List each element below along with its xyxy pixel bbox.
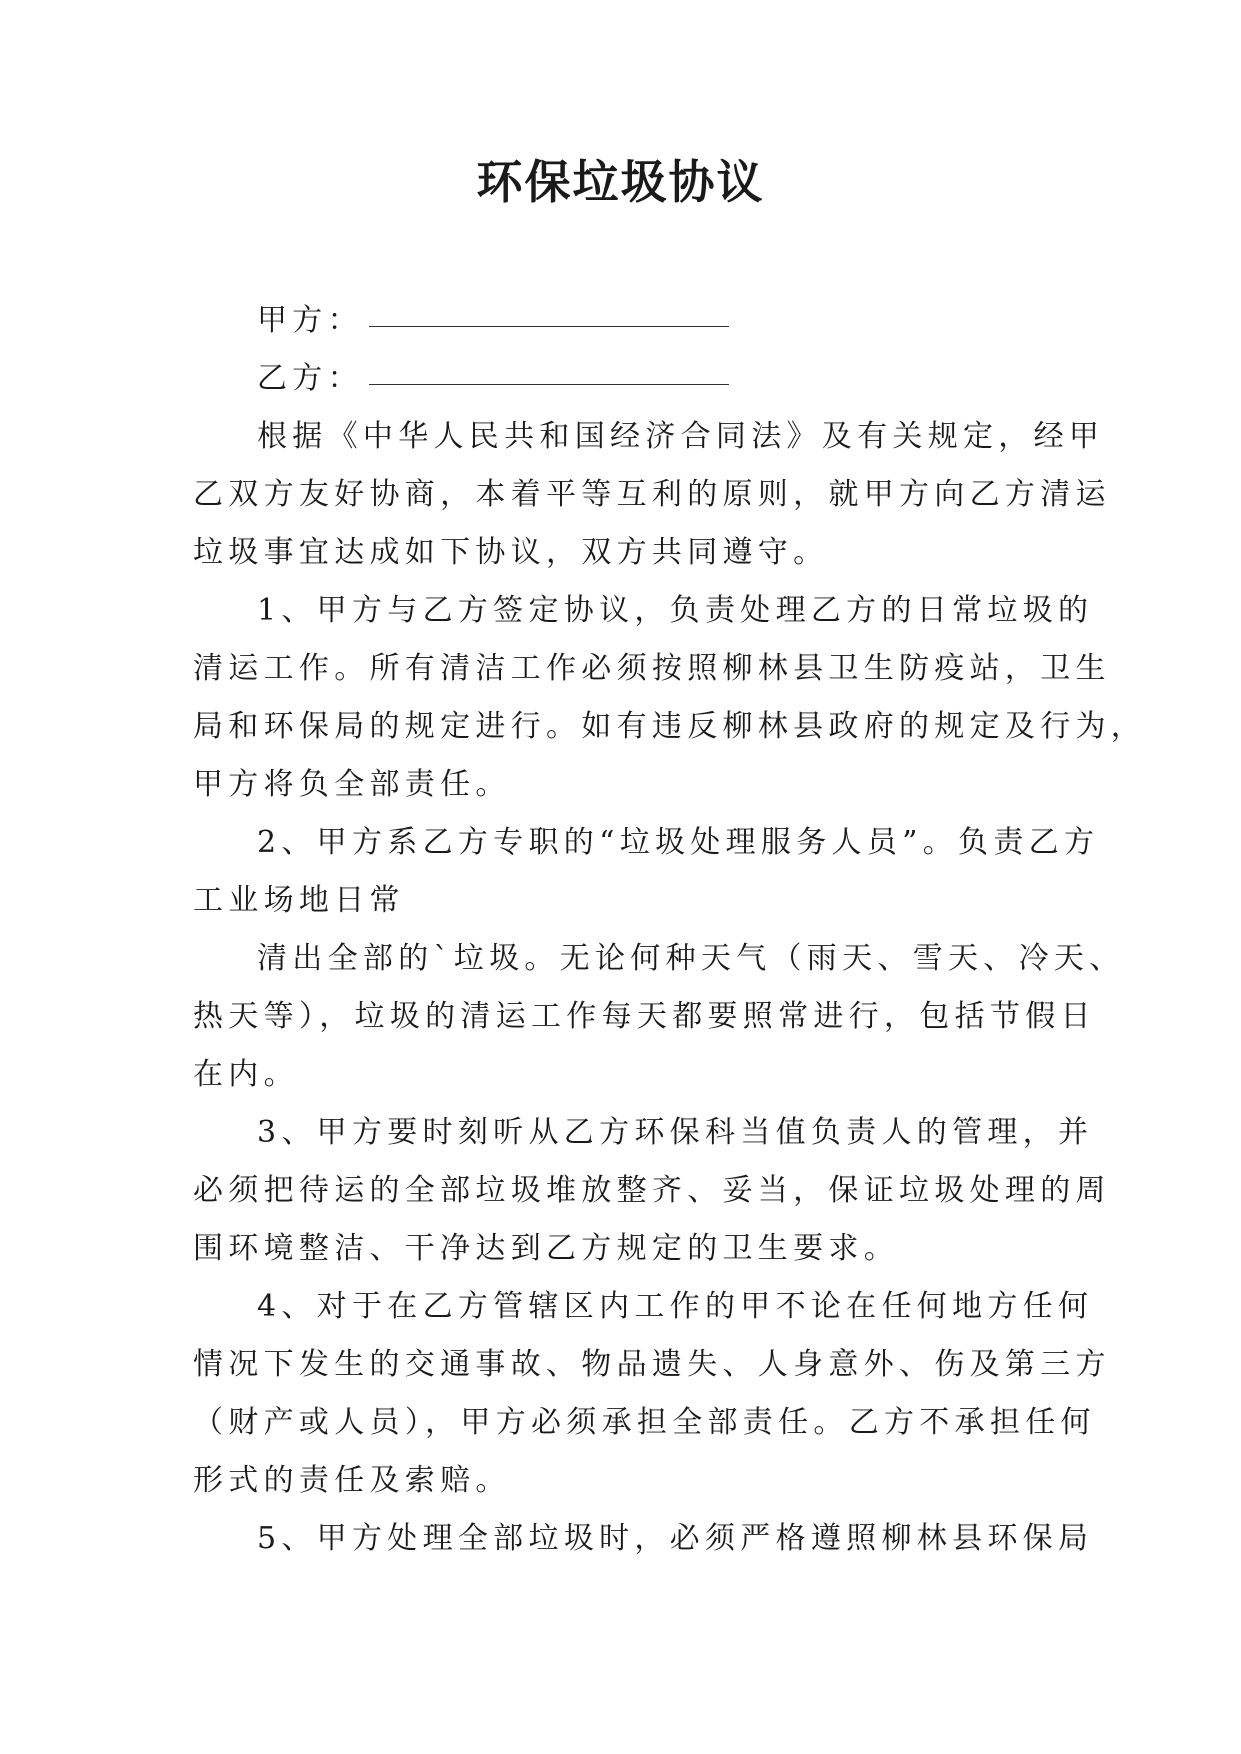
text-line: 3、甲方要时刻听从乙方环保科当值负责人的管理，并 (257, 1115, 1094, 1150)
party-b-blank (369, 383, 729, 385)
text-line: 4、对于在乙方管辖区内工作的甲不论在任何地方任何 (257, 1289, 1094, 1324)
text-line: 在内。 (193, 1057, 299, 1092)
text-line: 5、甲方处理全部垃圾时，必须严格遵照柳林县环保局 (257, 1521, 1094, 1556)
text-line: 甲方将负全部责任。 (193, 767, 511, 802)
text-line: 清运工作。所有清洁工作必须按照柳林县卫生防疫站，卫生 (193, 651, 1111, 686)
text-line: 热天等），垃圾的清运工作每天都要照常进行，包括节假日 (193, 999, 1096, 1034)
text-line: 局和环保局的规定进行。如有违反柳林县政府的规定及行为， (193, 709, 1147, 744)
text-line: （财产或人员），甲方必须承担全部责任。乙方不承担任何 (193, 1405, 1096, 1440)
text-line: 情况下发生的交通事故、物品遗失、人身意外、伤及第三方 (193, 1347, 1111, 1382)
text-line: 形式的责任及索赔。 (193, 1463, 511, 1498)
party-a-blank (369, 325, 729, 327)
text-line: 必须把待运的全部垃圾堆放整齐、妥当，保证垃圾处理的周 (193, 1173, 1111, 1208)
text-line: 乙双方友好协商，本着平等互利的原则，就甲方向乙方清运 (193, 477, 1111, 512)
text-line: 垃圾事宜达成如下协议，双方共同遵守。 (193, 535, 829, 570)
party-a-line (193, 292, 1053, 350)
text-line: 2、甲方系乙方专职的“垃圾处理服务人员”。负责乙方 (257, 825, 1100, 860)
text-line: 围环境整洁、干净达到乙方规定的卫生要求。 (193, 1231, 899, 1266)
text-line: 1、甲方与乙方签定协议，负责处理乙方的日常垃圾的 (257, 593, 1094, 628)
party-b-line (193, 350, 1053, 408)
party-b-label: 乙方： (257, 361, 363, 396)
document-title: 环保垃圾协议 (476, 155, 765, 209)
document-body (193, 292, 1147, 1568)
text-line: 工业场地日常 (193, 883, 405, 918)
party-a-label: 甲方： (257, 303, 363, 338)
text-line: 清出全部的`垃圾。无论何种天气（雨天、雪天、冷天、 (257, 941, 1125, 976)
text-line: 根据《中华人民共和国经济合同法》及有关规定，经甲 (257, 419, 1105, 454)
